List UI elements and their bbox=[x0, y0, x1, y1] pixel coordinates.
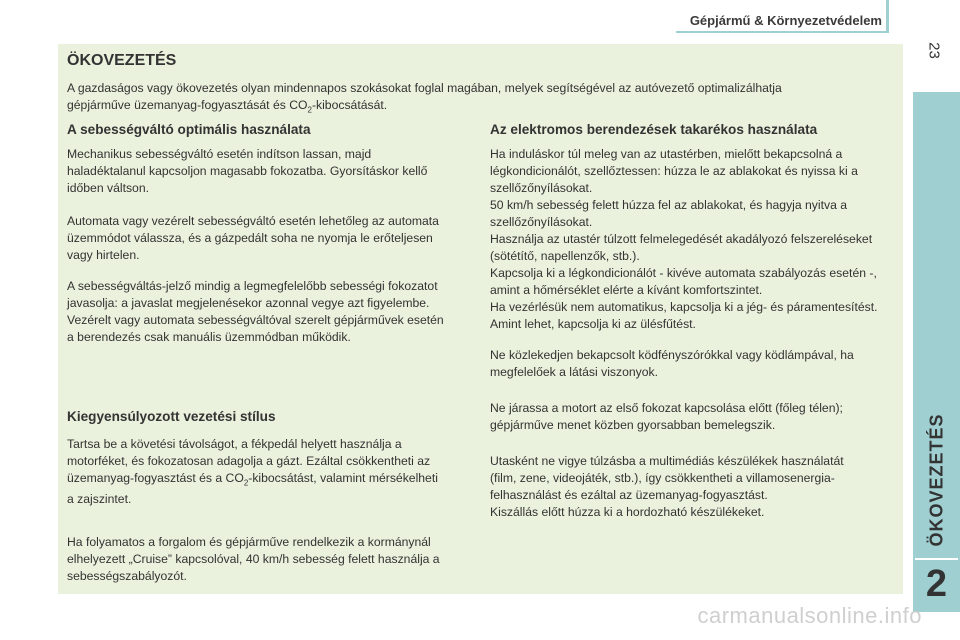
paragraph-line: Utasként ne vigye túlzásba a multimédiás készülékek használatát bbox=[490, 454, 844, 468]
paragraph-line: (film, zene, videojáték, stb.), így csökkentheti a villamosenergia- bbox=[490, 471, 835, 485]
paragraph-line: A sebességváltás-jelző mindig a legmegfelelőbb sebességi fokozatot bbox=[67, 279, 438, 293]
paragraph-line: elhelyezett „Cruise” kapcsolóval, 40 km/h sebesség felett használja a bbox=[67, 552, 440, 566]
paragraph-line: Kiszállás előtt húzza ki a hordozható készülékeket. bbox=[490, 505, 765, 519]
gearbox-paragraph-2 bbox=[67, 213, 439, 264]
paragraph-line: Ha vezérlésük nem automatikus, kapcsolja ki a jég- és páramentesítést. bbox=[490, 300, 878, 314]
paragraph-line: időben váltson. bbox=[67, 181, 149, 195]
intro-line-text: -kibocsátását. bbox=[311, 98, 388, 112]
paragraph-line: 50 km/h sebesség felett húzza fel az ablakokat, és hagyja nyitva a bbox=[490, 198, 848, 212]
paragraph-line: Kapcsolja ki a légkondicionálót - kivéve automata szabályozás esetén -, bbox=[490, 266, 877, 280]
paragraph-line: Mechanikus sebességváltó esetén indítson lassan, majd bbox=[67, 147, 372, 161]
paragraph-line: felhasználást és ezáltal az üzemanyag-fogyasztást. bbox=[490, 488, 768, 502]
chapter-label bbox=[913, 400, 960, 560]
paragraph-line: Amint lehet, kapcsolja ki az ülésfűtést. bbox=[490, 317, 696, 331]
driving-style-paragraph-2 bbox=[67, 534, 440, 585]
sidebar-divider bbox=[915, 558, 958, 560]
paragraph-line-text: -kibocsátást, valamint mérsékelheti bbox=[248, 471, 438, 485]
section-title: ÖKOVEZETÉS bbox=[67, 52, 177, 69]
subscript: 2 bbox=[307, 105, 312, 115]
chapter-number: 2 bbox=[925, 563, 948, 605]
intro-paragraph bbox=[67, 80, 782, 118]
paragraph-line: a berendezés csak manuális üzemmódban működik. bbox=[67, 330, 351, 344]
intro-line bbox=[67, 97, 782, 118]
paragraph-line: szellőzőnyílásokat. bbox=[490, 181, 593, 195]
chapter-label-text: ÖKOVEZETÉS bbox=[926, 413, 946, 547]
paragraph-line: Ne közlekedjen bekapcsolt ködfényszórókkal vagy ködlámpával, ha bbox=[490, 348, 854, 362]
paragraph-line: megfelelőek a látási viszonyok. bbox=[490, 365, 659, 379]
paragraph-line: üzemmódot válassza, és a gázpedált soha ne nyomja le erőteljesen bbox=[67, 231, 433, 245]
gearbox-heading: A sebességváltó optimális használata bbox=[67, 122, 311, 137]
paragraph-line: haladéktalanul kapcsoljon magasabb fokozatba. Gyorsításkor kellő bbox=[67, 164, 428, 178]
paragraph-line: Tartsa be a követési távolságot, a fékpedál helyett használja a bbox=[67, 437, 402, 451]
paragraph-line: sebességszabályozót. bbox=[67, 569, 187, 583]
paragraph-line: motorféket, és fokozatosan adagolja a gázt. Ezáltal csökkentheti az bbox=[67, 454, 431, 468]
paragraph-line-text: üzemanyag-fogyasztást és a CO bbox=[67, 471, 244, 485]
page-number: 23 bbox=[925, 42, 943, 59]
paragraph-line: Ne járassa a motort az első fokozat kapcsolása előtt (főleg télen); bbox=[490, 401, 843, 415]
electrical-paragraph-4 bbox=[490, 453, 844, 521]
paragraph-line: javasolja: a javaslat megjelenésekor azonnal vegye azt figyelembe. bbox=[67, 296, 430, 310]
header-title: Gépjármű & Környezetvédelem bbox=[689, 13, 882, 28]
intro-line: A gazdaságos vagy ökovezetés olyan mindennapos szokásokat foglal magában, melyek segítségével az autóvezető optimalizálhatja bbox=[67, 81, 782, 95]
electrical-heading: Az elektromos berendezések takarékos használata bbox=[490, 122, 818, 137]
paragraph-line: vagy hirtelen. bbox=[67, 248, 140, 262]
header-rule bbox=[676, 31, 886, 33]
paragraph-line bbox=[67, 470, 438, 491]
paragraph-line: szellőzőnyílásokat. bbox=[490, 215, 593, 229]
electrical-paragraph-3 bbox=[490, 400, 843, 434]
driving-style-heading: Kiegyensúlyozott vezetési stílus bbox=[67, 409, 276, 424]
paragraph-line: Ha induláskor túl meleg van az utastérben, mielőtt bekapcsolná a bbox=[490, 147, 843, 161]
header-tick bbox=[886, 0, 889, 33]
paragraph-line: amint a hőmérséklet elérte a kívánt komfortszintet. bbox=[490, 283, 763, 297]
paragraph-line: légkondicionálót, szellőztessen: húzza le az ablakokat és nyissa ki a bbox=[490, 164, 858, 178]
intro-line-text: gépjárműve üzemanyag-fogyasztását és CO bbox=[67, 98, 308, 112]
paragraph-line: a zajszintet. bbox=[67, 492, 132, 507]
paragraph-line: (sötétítő, napellenzők, stb.). bbox=[490, 249, 640, 263]
subscript: 2 bbox=[243, 478, 249, 488]
gearbox-paragraph-3 bbox=[67, 278, 444, 346]
electrical-paragraph-1 bbox=[490, 146, 877, 333]
paragraph-line: Ha folyamatos a forgalom és gépjárműve rendelkezik a kormánynál bbox=[67, 535, 431, 549]
electrical-paragraph-2 bbox=[490, 347, 854, 381]
paragraph-line: Vezérelt vagy automata sebességváltóval szerelt gépjárművek esetén bbox=[67, 313, 444, 327]
paragraph-line: Használja az utastér túlzott felmelegedését akadályozó felszereléseket bbox=[490, 232, 873, 246]
paragraph-line: Automata vagy vezérelt sebességváltó esetén lehetőleg az automata bbox=[67, 214, 439, 228]
driving-style-paragraph-1 bbox=[67, 436, 438, 508]
watermark: carmanualsonline.info bbox=[697, 603, 922, 628]
gearbox-paragraph-1 bbox=[67, 146, 427, 197]
paragraph-line: gépjárműve menet közben gyorsabban bemelegszik. bbox=[490, 418, 776, 432]
